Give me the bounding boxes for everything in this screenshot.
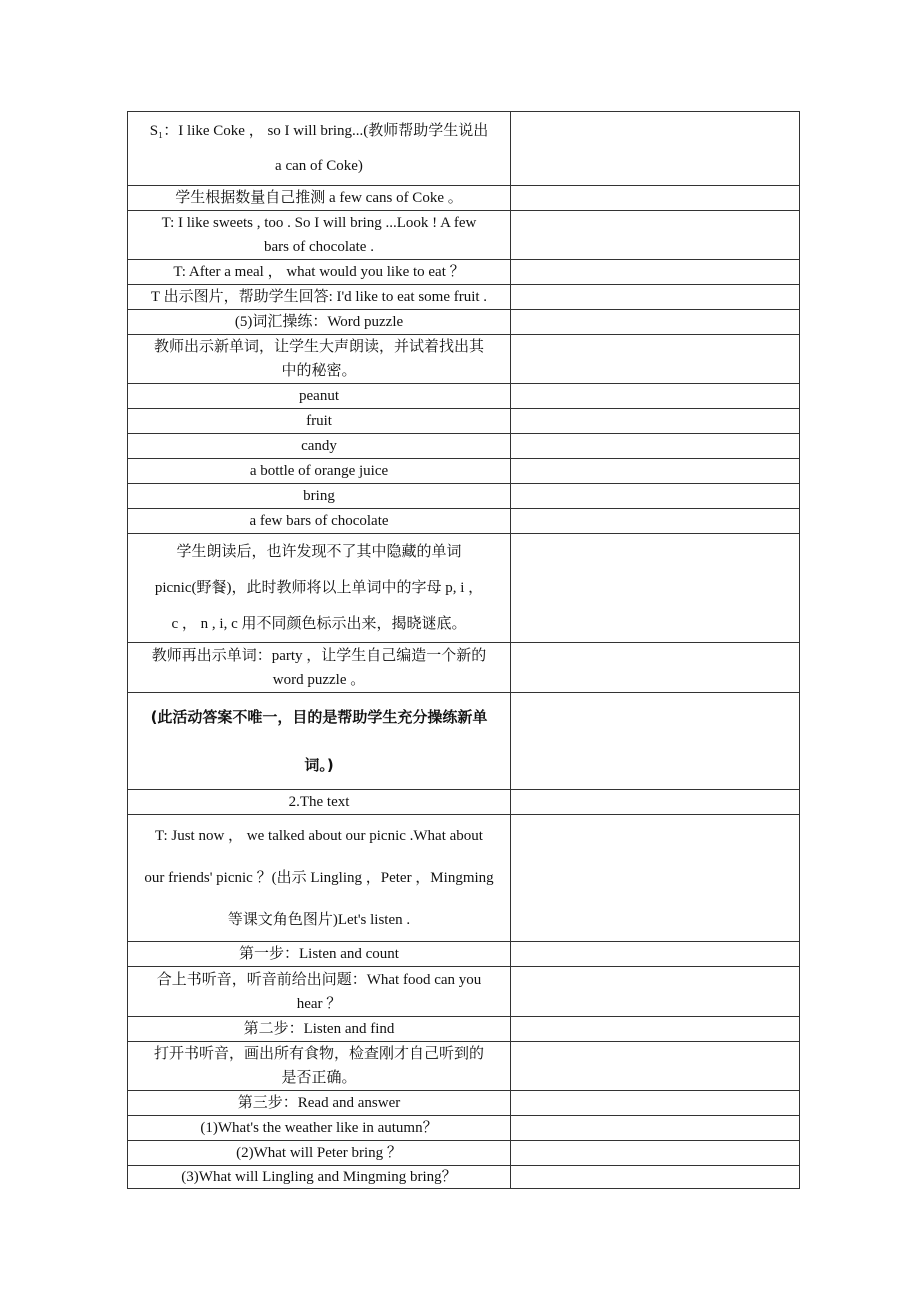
activity-cell: [128, 1042, 511, 1091]
notes-cell: [511, 1116, 800, 1141]
table-row: [128, 1091, 800, 1116]
activity-text-line: 学生朗读后，也许发现不了其中隐藏的单词: [176, 544, 462, 560]
activity-text-line: 第三步：Read and answer: [237, 1095, 401, 1111]
activity-text-line: our friends' picnic ？(出示 Lingling ，Peter ，Mingming: [144, 870, 494, 886]
table-row: [128, 942, 800, 967]
table-row: [128, 1141, 800, 1166]
activity-cell: [128, 260, 511, 285]
activity-text-line: 是否正确。: [281, 1070, 357, 1086]
activity-cell: [128, 409, 511, 434]
activity-text-line: 教师出示新单词，让学生大声朗读，并试着找出其: [153, 339, 484, 355]
activity-text-line: 2.The text: [288, 794, 350, 810]
table-row: [128, 815, 800, 942]
activity-cell: [128, 1141, 511, 1166]
table-row: [128, 1116, 800, 1141]
table-row: [128, 384, 800, 409]
activity-cell: [128, 534, 511, 643]
activity-text-line: (5)词汇操练：Word puzzle: [234, 314, 404, 330]
activity-cell: [128, 384, 511, 409]
activity-cell: [128, 211, 511, 260]
table-row: [128, 484, 800, 509]
notes-cell: [511, 534, 800, 643]
activity-text-line: 中的秘密。: [281, 363, 357, 379]
activity-text-line: a bottle of orange juice: [249, 463, 389, 479]
activity-cell: [128, 790, 511, 815]
activity-cell: [128, 1091, 511, 1116]
activity-text-line: 等课文角色图片)Let's listen .: [227, 912, 411, 928]
activity-text-line: 合上书听音，听音前给出问题：What food can you: [156, 971, 482, 988]
activity-cell: [128, 967, 511, 1017]
table-row: [128, 790, 800, 815]
activity-text-line: 第二步：Listen and find: [243, 1021, 395, 1037]
table-row: [128, 1042, 800, 1091]
table-row: [128, 534, 800, 643]
activity-text-line: S₁：I like Coke ， so I will bring...(教师帮助学生说出: [149, 122, 489, 139]
activity-text-line: T: I like sweets , too . So I will bring ...Look ! A few: [161, 215, 477, 231]
table-row: [128, 509, 800, 534]
activity-text-line: bars of chocolate .: [264, 239, 374, 255]
table-row: [128, 1166, 800, 1189]
activity-cell: [128, 186, 511, 211]
activity-cell: [128, 815, 511, 942]
activity-cell: [128, 509, 511, 534]
table-row: [128, 434, 800, 459]
activity-cell: [128, 484, 511, 509]
activity-cell: [128, 335, 511, 384]
table-row: [128, 1017, 800, 1042]
activity-text-line: (1)What's the weather like in autumn？: [200, 1120, 438, 1136]
activity-cell: [128, 112, 511, 186]
notes-cell: [511, 186, 800, 211]
activity-cell: [128, 1116, 511, 1141]
activity-text-line: T: After a meal ， what would you like to eat ？: [173, 264, 465, 280]
activity-text-line: 教师再出示单词：party ，让学生自己编造一个新的: [151, 647, 487, 664]
activity-text-line: (此活动答案不唯一，目的是帮助学生充分操练新单: [150, 708, 488, 726]
activity-cell: [128, 1017, 511, 1042]
activity-text-line: a few bars of chocolate: [249, 513, 389, 529]
table-row: [128, 310, 800, 335]
activity-text-line: (3)What will Lingling and Mingming bring？: [181, 1169, 457, 1185]
activity-cell: [128, 434, 511, 459]
notes-cell: [511, 815, 800, 942]
activity-text-line: a can of Coke): [275, 157, 363, 174]
activity-text-line: T 出示图片，帮助学生回答: I'd like to eat some fruit .: [150, 289, 488, 305]
table-row: [128, 409, 800, 434]
activity-text-line: picnic(野餐)，此时教师将以上单词中的字母 p, i ，: [154, 580, 484, 596]
table-row: [128, 459, 800, 484]
notes-cell: [511, 509, 800, 534]
activity-cell: [128, 693, 511, 790]
activity-text-line: bring: [303, 488, 335, 504]
activity-text-line: 第一步：Listen and count: [239, 946, 399, 962]
activity-text-line: 词。): [304, 756, 334, 774]
notes-cell: [511, 1017, 800, 1042]
activity-text-line: T: Just now ， we talked about our picnic .What about: [155, 828, 483, 844]
notes-cell: [511, 1042, 800, 1091]
notes-cell: [511, 260, 800, 285]
notes-cell: [511, 409, 800, 434]
notes-cell: [511, 942, 800, 967]
activity-text-line: peanut: [299, 388, 339, 404]
notes-cell: [511, 310, 800, 335]
activity-text-line: candy: [301, 438, 337, 454]
table-row: [128, 643, 800, 693]
activity-cell: [128, 643, 511, 693]
activity-cell: [128, 459, 511, 484]
notes-cell: [511, 434, 800, 459]
activity-cell: [128, 1166, 511, 1189]
table-row: [128, 967, 800, 1017]
notes-cell: [511, 1141, 800, 1166]
notes-cell: [511, 484, 800, 509]
notes-cell: [511, 335, 800, 384]
table-row: [128, 112, 800, 186]
activity-text-line: c ， n , i, c 用不同颜色标示出来，揭晓谜底。: [171, 616, 467, 632]
activity-text-line: word puzzle 。: [272, 671, 366, 688]
notes-cell: [511, 112, 800, 186]
notes-cell: [511, 790, 800, 815]
activity-cell: [128, 285, 511, 310]
activity-text-line: fruit: [306, 413, 332, 429]
notes-cell: [511, 1091, 800, 1116]
lesson-plan-table: [127, 111, 800, 1189]
notes-cell: [511, 211, 800, 260]
table-row: [128, 186, 800, 211]
notes-cell: [511, 285, 800, 310]
table-row: [128, 211, 800, 260]
notes-cell: [511, 643, 800, 693]
notes-cell: [511, 693, 800, 790]
table-row: [128, 285, 800, 310]
activity-text-line: 打开书听音，画出所有食物，检查刚才自己听到的: [153, 1046, 484, 1062]
notes-cell: [511, 459, 800, 484]
activity-text-line: 学生根据数量自己推测 a few cans of Coke 。: [175, 190, 463, 206]
notes-cell: [511, 967, 800, 1017]
notes-cell: [511, 1166, 800, 1189]
table-row: [128, 260, 800, 285]
activity-cell: [128, 942, 511, 967]
activity-text-line: (2)What will Peter bring ？: [236, 1145, 402, 1161]
activity-text-line: hear ？: [296, 995, 342, 1012]
activity-cell: [128, 310, 511, 335]
table-row: [128, 693, 800, 790]
table-row: [128, 335, 800, 384]
notes-cell: [511, 384, 800, 409]
